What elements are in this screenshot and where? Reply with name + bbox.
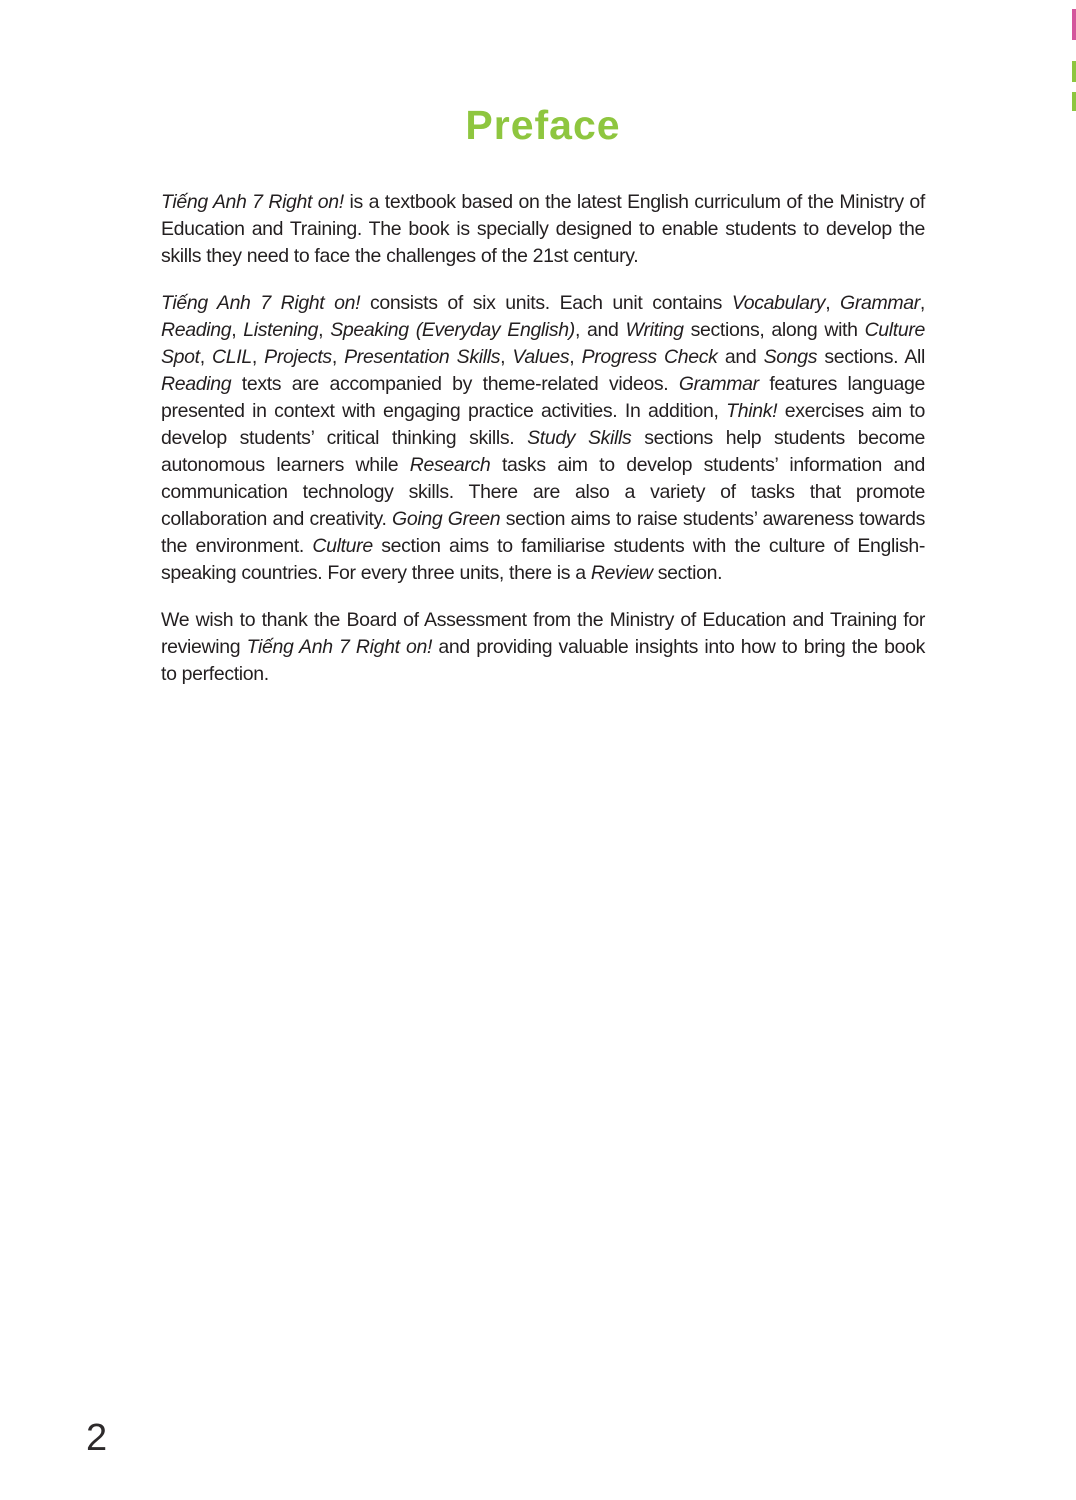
italic-run: Grammar — [840, 292, 920, 314]
page-title: Preface — [465, 102, 621, 148]
text-run: consists of six units. Each unit contains — [360, 292, 732, 314]
page-number: 2 — [86, 1417, 108, 1459]
italic-run: Progress Check — [581, 346, 718, 368]
text-run: , — [199, 346, 213, 368]
edge-mark-green-2 — [1072, 92, 1076, 111]
text-run: tasks aim to develop students’ information and communication technology skills. There are also a variety of tasks that promote collaboration and creativity. — [161, 454, 925, 530]
text-run: section aims to raise students’ awareness towards the environment. — [161, 508, 925, 557]
text-run: , — [500, 346, 513, 368]
paragraph — [161, 189, 925, 270]
text-run: and — [717, 346, 764, 368]
italic-run: Review — [590, 562, 653, 584]
text-run: is a textbook based on the latest English curriculum of the Ministry of Education and Training. The book is specially designed to enable students to develop the skills they need to face the challenges of the 21st century. — [161, 191, 925, 267]
text-run: , — [569, 346, 582, 368]
text-run: , and — [574, 319, 626, 341]
italic-run: Values — [512, 346, 570, 368]
italic-run: Reading — [161, 373, 232, 395]
italic-run: Projects — [264, 346, 332, 368]
italic-run: Study Skills — [527, 427, 632, 449]
italic-run: Reading — [161, 319, 232, 341]
text-run: , — [919, 292, 925, 314]
italic-run: Research — [409, 454, 491, 476]
text-run: texts are accompanied by theme-related videos. — [231, 373, 679, 395]
preface-body — [161, 189, 925, 708]
text-run: , — [318, 319, 331, 341]
text-run: , — [331, 346, 345, 368]
paragraph — [161, 290, 925, 587]
italic-run: Writing — [625, 319, 684, 341]
italic-run: Listening — [243, 319, 319, 341]
text-run: , — [825, 292, 841, 314]
italic-run: Presentation Skills — [344, 346, 501, 368]
italic-run: Tiếng Anh 7 Right on! — [246, 636, 433, 658]
italic-run: Culture Spot — [161, 319, 925, 368]
text-run: , — [251, 346, 265, 368]
italic-run: Vocabulary — [731, 292, 826, 314]
italic-run: Going Green — [392, 508, 501, 530]
italic-run: Tiếng Anh 7 Right on! — [161, 292, 361, 314]
text-run: and providing valuable insights into how to bring the book to perfection. — [161, 636, 925, 685]
text-run: We wish to thank the Board of Assessment from the Ministry of Education and Training for reviewing — [161, 609, 925, 658]
edge-mark-green-1 — [1072, 61, 1076, 82]
italic-run: Culture — [312, 535, 373, 557]
text-run: features language presented in context with engaging practice activities. In addition, — [161, 373, 925, 422]
text-run: section. — [652, 562, 723, 584]
text-run: , — [231, 319, 244, 341]
page-edge-marks — [1072, 0, 1076, 1500]
text-run: sections help students become autonomous learners while — [161, 427, 925, 476]
edge-mark-pink — [1072, 9, 1076, 40]
italic-run: Grammar — [678, 373, 759, 395]
paragraph — [161, 607, 925, 688]
italic-run: Tiếng Anh 7 Right on! — [161, 191, 344, 213]
italic-run: CLIL — [212, 346, 252, 368]
italic-run: Speaking (Everyday English) — [330, 319, 575, 341]
text-run: section aims to familiarise students with the culture of English-speaking countries. For every three units, there is a — [161, 535, 926, 584]
text-run: sections. All — [817, 346, 925, 368]
text-run: exercises aim to develop students’ critical thinking skills. — [161, 400, 925, 449]
text-run: sections, along with — [683, 319, 865, 341]
italic-run: Think! — [726, 400, 778, 422]
italic-run: Songs — [763, 346, 818, 368]
